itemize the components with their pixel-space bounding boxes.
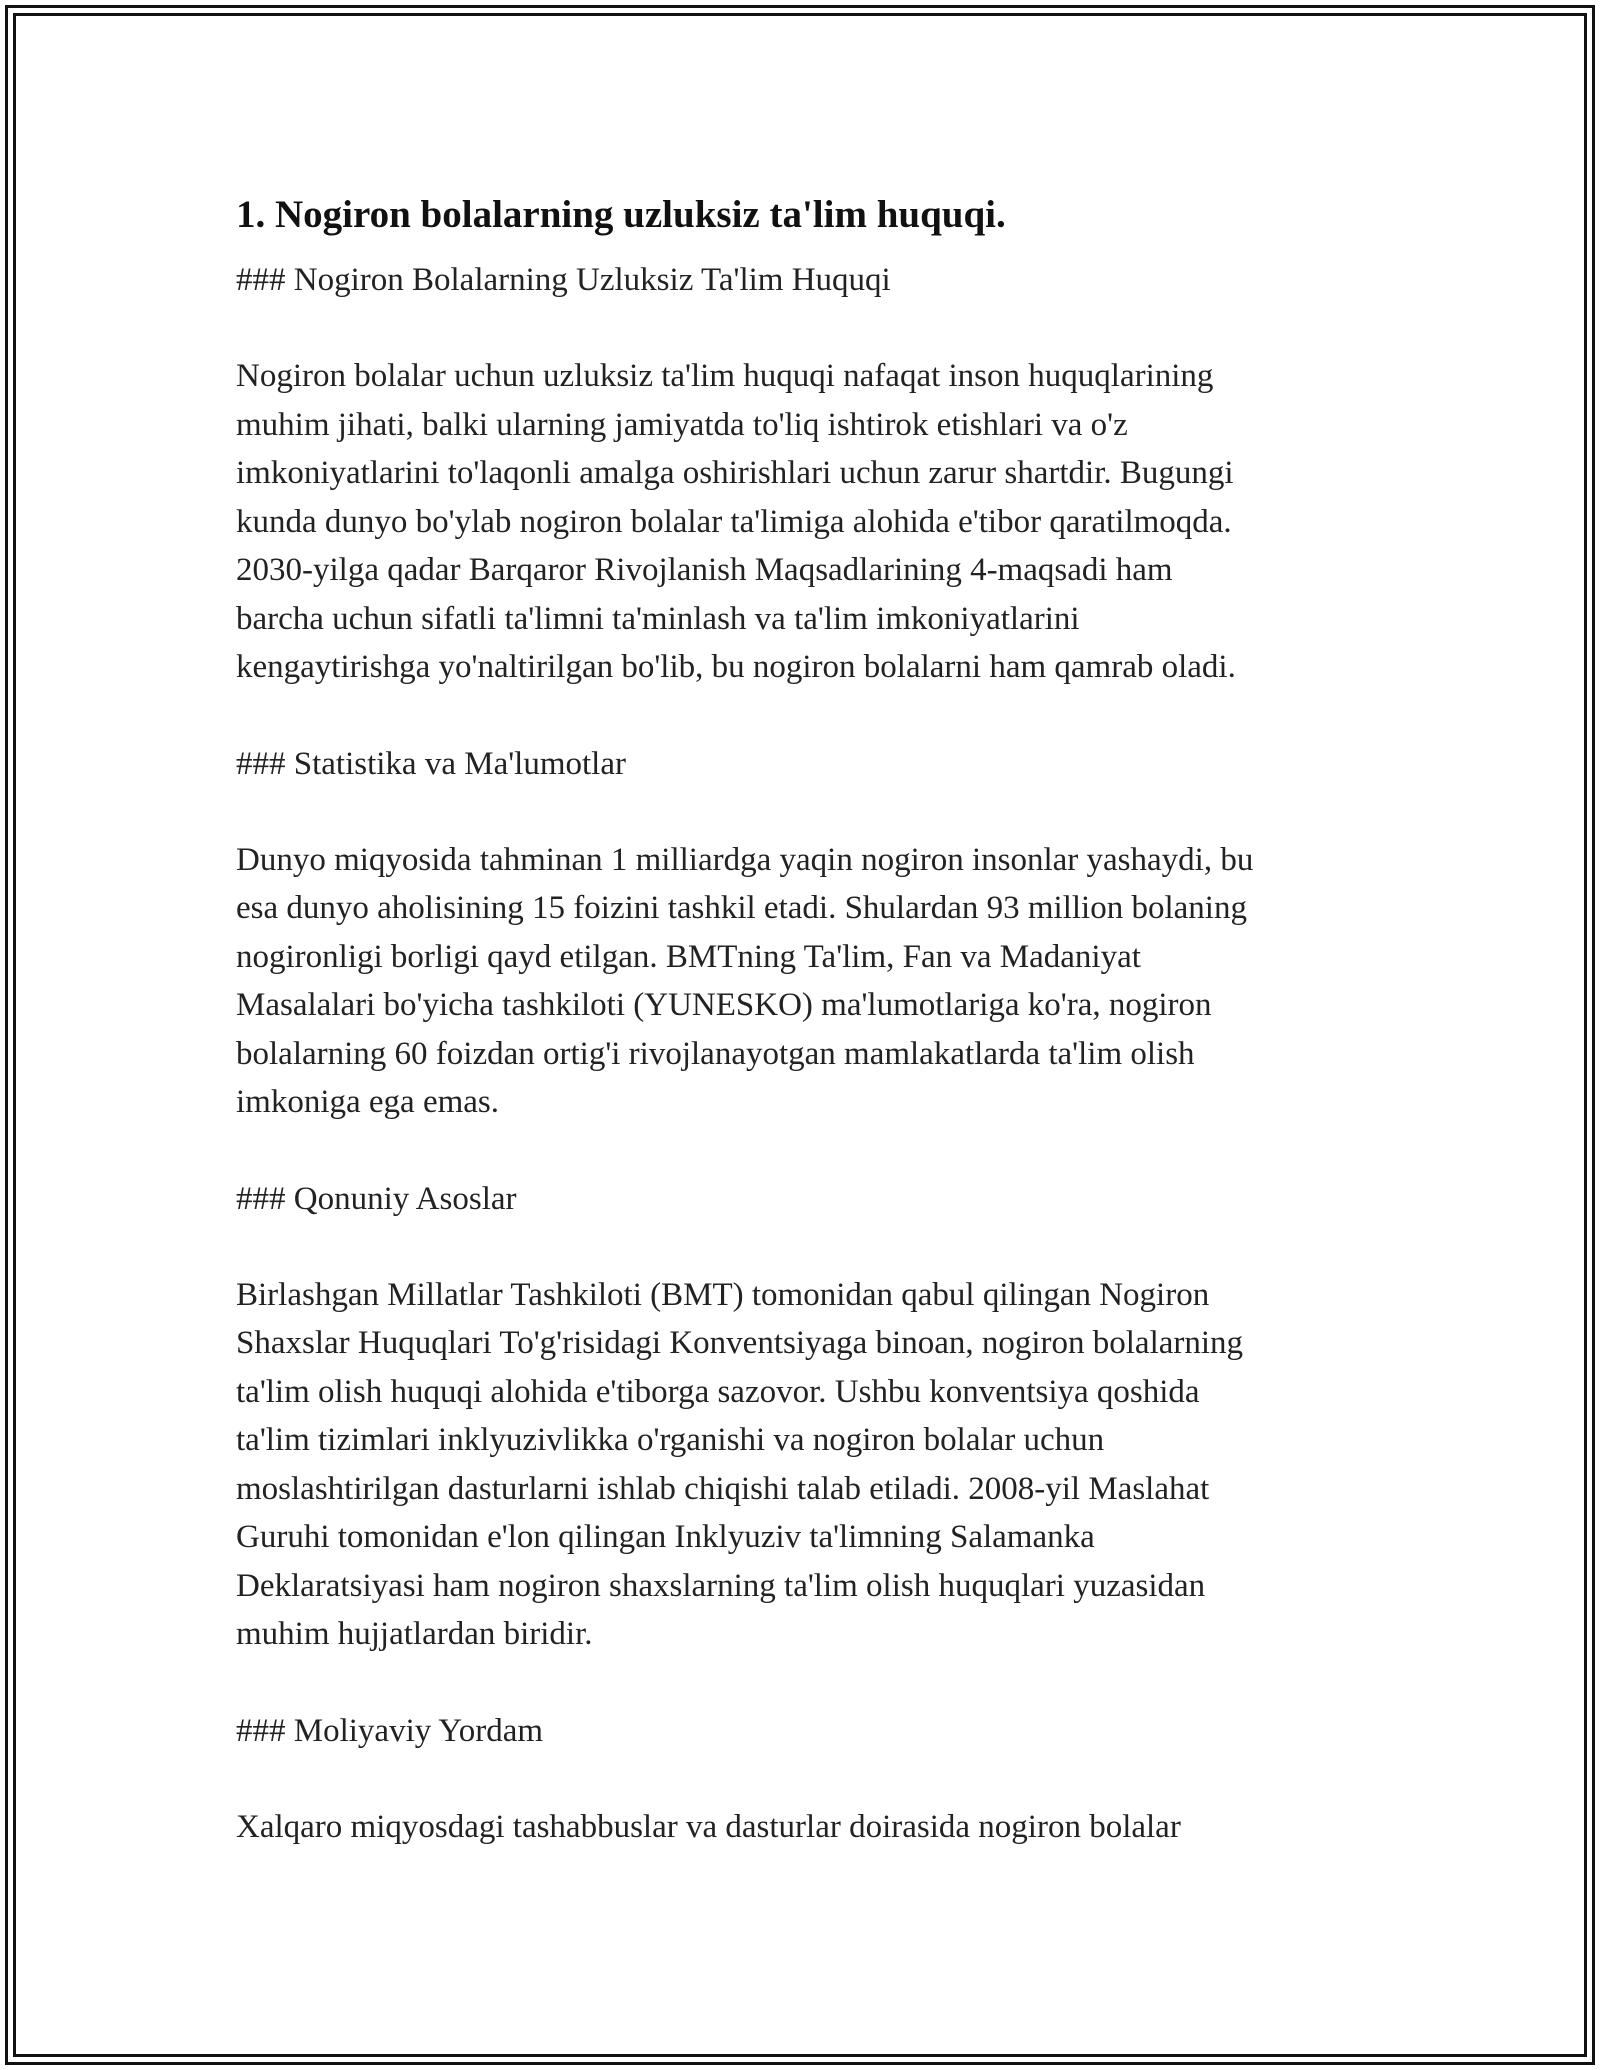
text-line: Masalalari bo'yicha tashkiloti (YUNESKO) ma'lumotlariga ko'ra, nogiron	[236, 987, 1212, 1023]
text-line: muhim jihati, balki ularning jamiyatda to'liq ishtirok etishlari va o'z	[236, 406, 1128, 443]
section-heading-statistics: ### Statistika va Ma'lumotlar	[236, 745, 626, 782]
text-line: esa dunyo aholisining 15 foizini tashkil etadi. Shulardan 93 million bolaning	[236, 890, 1247, 926]
paragraph-financial-support	[236, 1803, 1386, 1852]
text-line: Xalqaro miqyosdagi tashabbuslar va dasturlar doirasida nogiron bolalar	[236, 1808, 1181, 1845]
section-heading-legal-basis: ### Qonuniy Asoslar	[236, 1180, 517, 1217]
text-line: barcha uchun sifatli ta'limni ta'minlash va ta'lim imkoniyatlarini	[236, 600, 1080, 637]
text-line: kunda dunyo bo'ylab nogiron bolalar ta'limiga alohida e'tibor qaratilmoqda.	[236, 503, 1232, 540]
text-line: Guruhi tomonidan e'lon qilingan Inklyuziv ta'limning Salamanka	[236, 1519, 1095, 1555]
text-line: nogironligi borligi qayd etilgan. BMTning Ta'lim, Fan va Madaniyat	[236, 938, 1141, 975]
paragraph-continuous-education	[236, 352, 1386, 692]
text-line: bolalarning 60 foizdan ortig'i rivojlanayotgan mamlakatlarda ta'lim olish	[236, 1035, 1195, 1072]
text-line: imkoniyatlarini to'laqonli amalga oshirishlari uchun zarur shartdir. Bugungi	[236, 455, 1234, 491]
text-line: Nogiron bolalar uchun uzluksiz ta'lim huquqi nafaqat inson huquqlarining	[236, 358, 1214, 394]
text-line: ta'lim tizimlari inklyuzivlikka o'rganishi va nogiron bolalar uchun	[236, 1422, 1105, 1458]
document-title: 1. Nogiron bolalarning uzluksiz ta'lim huquqi.	[236, 193, 1006, 236]
section-heading-continuous-education: ### Nogiron Bolalarning Uzluksiz Ta'lim Huquqi	[236, 262, 891, 298]
document-body	[236, 182, 1386, 1851]
text-line: moslashtirilgan dasturlarni ishlab chiqishi talab etiladi. 2008-yil Maslahat	[236, 1470, 1210, 1507]
text-line: kengaytirishga yo'naltirilgan bo'lib, bu nogiron bolalarni ham qamrab oladi.	[236, 649, 1236, 685]
paragraph-legal-basis	[236, 1271, 1386, 1659]
text-line: ta'lim olish huquqi alohida e'tiborga sazovor. Ushbu konventsiya qoshida	[236, 1373, 1200, 1410]
text-line: Birlashgan Millatlar Tashkiloti (BMT) tomonidan qabul qilingan Nogiron	[236, 1276, 1210, 1313]
text-line: muhim hujjatlardan biridir.	[236, 1616, 593, 1652]
text-line: Dunyo miqyosida tahminan 1 milliardga yaqin nogiron insonlar yashaydi, bu	[236, 841, 1254, 878]
text-line: Deklaratsiyasi ham nogiron shaxslarning ta'lim olish huquqlari yuzasidan	[236, 1567, 1206, 1604]
section-heading-financial-support: ### Moliyaviy Yordam	[236, 1712, 544, 1749]
paragraph-statistics	[236, 836, 1386, 1127]
text-line: Shaxslar Huquqlari To'g'risidagi Konventsiyaga binoan, nogiron bolalarning	[236, 1325, 1244, 1361]
text-line: 2030-yilga qadar Barqaror Rivojlanish Maqsadlarining 4-maqsadi ham	[236, 552, 1173, 588]
text-line: imkoniga ega emas.	[236, 1084, 500, 1120]
